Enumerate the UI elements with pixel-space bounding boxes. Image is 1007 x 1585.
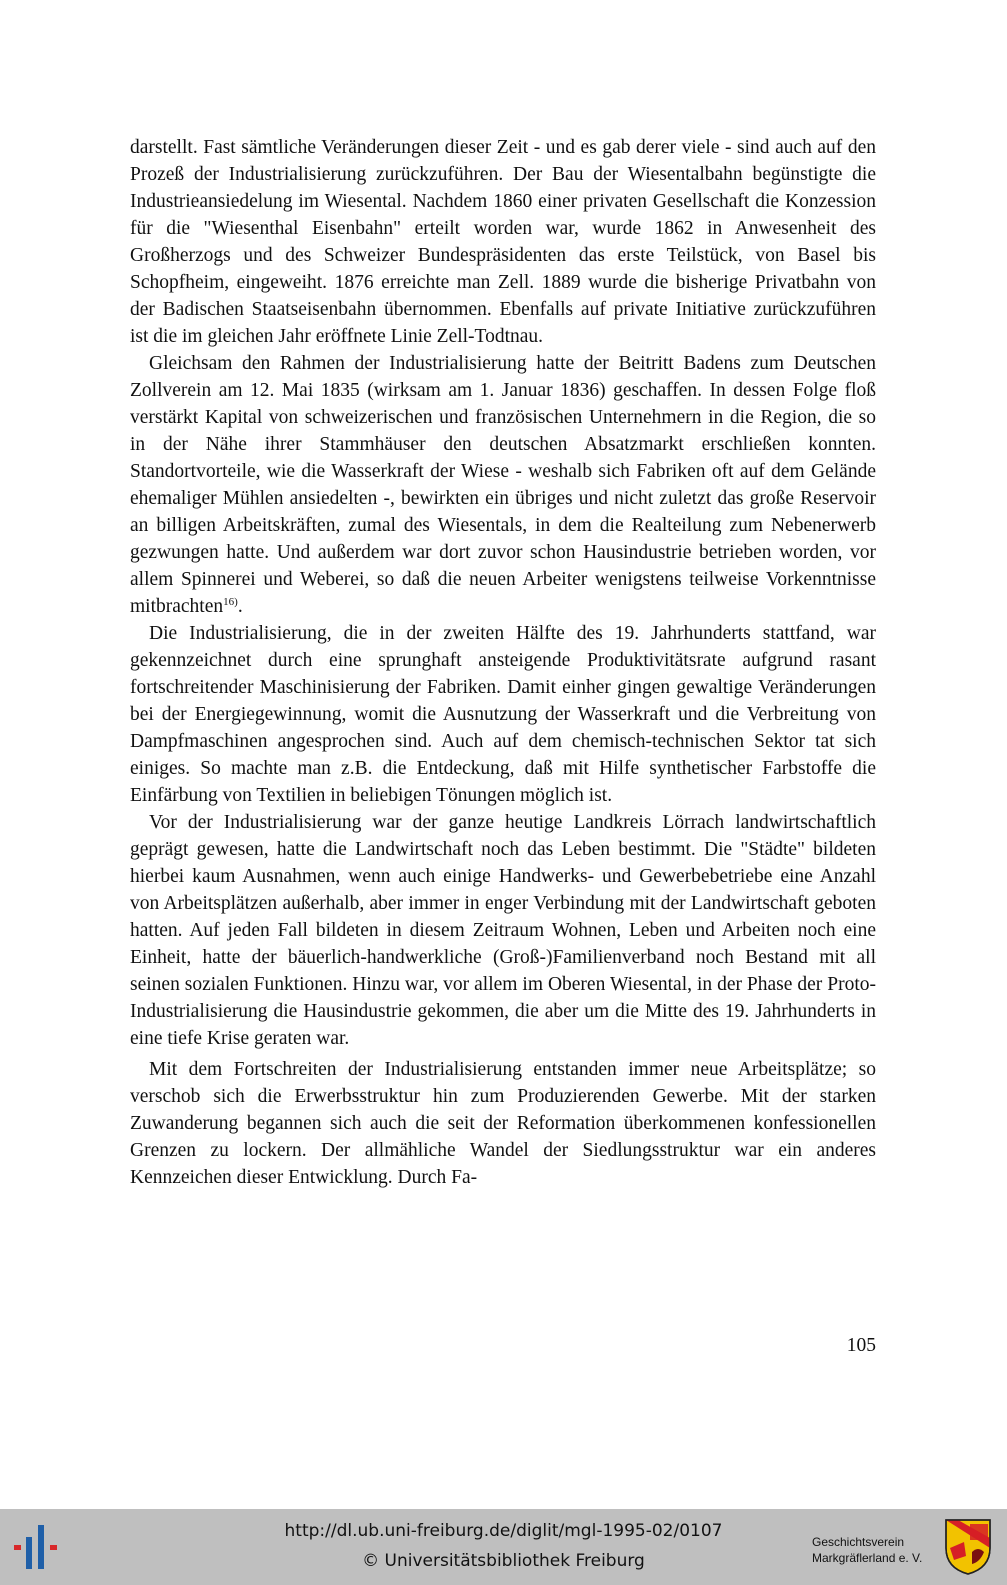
society-line-2: Markgräflerland e. V. — [812, 1551, 923, 1565]
footer-bar — [0, 1509, 1007, 1585]
document-body — [130, 134, 876, 1191]
paragraph-2-end: . — [237, 596, 243, 617]
coat-of-arms-icon — [944, 1518, 992, 1576]
paragraph-3: Die Industrialisierung, die in der zweiten Hälfte des 19. Jahrhunderts stattfand, war gekennzeichnet durch eine sprunghaft ansteigende Produktivitätsrate aufgrund rasant fortschreitender Maschinisierung der Fabriken. Damit einher gingen gewaltige Veränderungen bei der Energiegewinnung, womit die Ausnutzung der Wasserkraft und die Verbreitung von Dampfmaschinen angesprochen sind. Auch auf dem chemisch-technischen Sektor tat sich einiges. So machte man z.B. die Entdeckung, daß mit Hilfe synthetischer Farbstoffe die Einfärbung von Textilien in beliebigen Tönungen möglich ist. — [130, 623, 876, 806]
footnote-ref-16[interactable]: 16) — [223, 596, 238, 608]
society-line-1: Geschichtsverein — [812, 1535, 905, 1549]
society-label — [812, 1534, 922, 1566]
paragraph-2-text: Gleichsam den Rahmen der Industrialisierung hatte der Beitritt Badens zum Deutschen Zollverein am 12. Mai 1835 (wirksam am 1. Januar 1836) geschaffen. In dessen Folge floß verstärkt Kapital von schweizerischen und französischen Unternehmern in die Region, die so in der Nähe ihrer Stammhäuser den deutschen Absatzmarkt erschließen konnten. Standortvorteile, wie die Wasserkraft der Wiese - weshalb sich Fabriken oft auf dem Gelände ehemaliger Mühlen ansiedelten -, bewirkten ein übriges und nicht zuletzt das große Reservoir an billigen Arbeitskräften, zumal des Wiesentals, in dem die Realteilung zum Nebenerwerb gezwungen hatte. Und außerdem war dort zuvor schon Hausindustrie betrieben worden, vor allem Spinnerei und Weberei, so daß die neuen Arbeiter wenigstens teilweise Vorkenntnisse mitbrachten — [130, 353, 876, 617]
paragraph-4: Vor der Industrialisierung war der ganze heutige Landkreis Lörrach landwirtschaftlich geprägt gewesen, hatte die Landwirtschaft noch das Leben bestimmt. Die "Städte" bildeten hierbei kaum Ausnahmen, wenn auch einige Handwerks- und Gewerbebetriebe eine Anzahl von Arbeitsplätzen außerhalb, aber immer in enger Verbindung mit der Landwirtschaft geboten hatten. Auf jeden Fall bildeten in diesem Zeitraum Wohnen, Leben und Arbeiten noch eine Einheit, hatte der bäuerlich-handwerkliche (Groß-)Familienverband noch Bestand mit all seinen sozialen Funktionen. Hinzu war, vor allem im Oberen Wiesental, in der Phase der Proto-Industrialisierung die Hausindustrie gekommen, die aber um die Mitte des 19. Jahrhunderts in eine tiefe Krise geraten war. — [130, 812, 876, 1049]
paragraph-2 — [130, 350, 876, 620]
paragraph-5: Mit dem Fortschreiten der Industrialisierung entstanden immer neue Arbeitsplätze; so verschob sich die Erwerbsstruktur hin zum Produzierenden Gewerbe. Mit der starken Zuwanderung begannen sich auch die seit der Reformation überkommenen konfessionellen Grenzen zu lockern. Der allmähliche Wandel der Siedlungsstruktur war ein anderes Kennzeichen dieser Entwicklung. Durch Fa- — [130, 1059, 876, 1188]
paragraph-1: darstellt. Fast sämtliche Veränderungen dieser Zeit - und es gab derer viele - sind auch auf den Prozeß der Industrialisierung zurückzuführen. Der Bau der Wiesentalbahn begünstigte die Industrieansiedelung im Wiesental. Nachdem 1860 einer privaten Gesellschaft die Konzession für die "Wiesenthal Eisenbahn" erteilt worden war, wurde 1862 in Anwesenheit des Großherzogs und des Schweizer Bundespräsidenten das erste Teilstück, von Basel bis Schopfheim, eingeweiht. 1876 erreichte man Zell. 1889 wurde die bisherige Privatbahn von der Badischen Staatseisenbahn übernommen. Ebenfalls auf private Initiative zurückzuführen ist die im gleichen Jahr eröffnete Linie Zell-Todtnau. — [130, 137, 876, 347]
page-number: 105 — [846, 1335, 876, 1356]
footer-url-link[interactable]: http://dl.ub.uni-freiburg.de/diglit/mgl-1995-02/0107 — [284, 1521, 723, 1541]
footer-copyright: © Universitätsbibliothek Freiburg — [362, 1551, 645, 1571]
